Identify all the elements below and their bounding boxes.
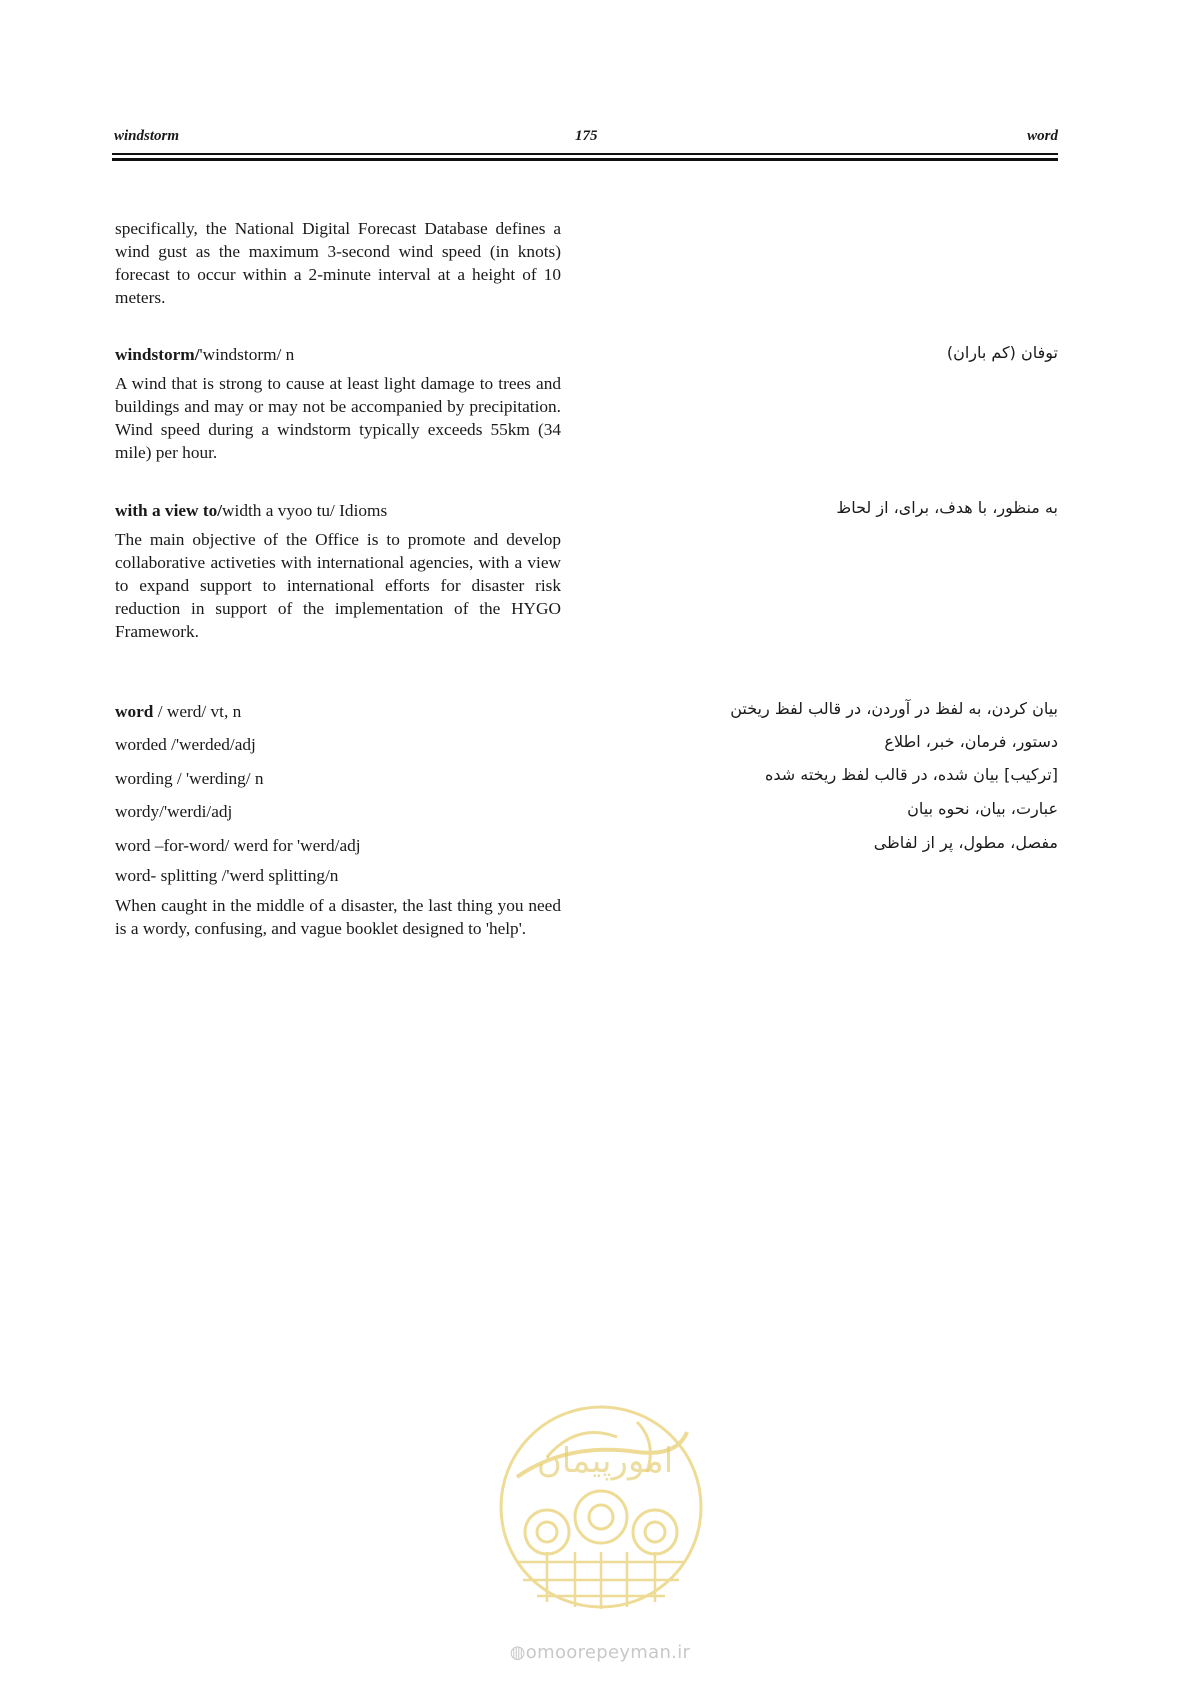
gust-definition: specifically, the National Digital Forecast Database defines a wind gust as the maximum 3-second wind speed (in knots) forecast to occur within a 2-minute interval at a height of 10 meters. xyxy=(115,219,561,307)
headword-windstorm: windstorm/ xyxy=(115,345,200,364)
translation-worded: دستور، فرمان، خبر، اطلاع xyxy=(884,732,1058,751)
watermark-url: ◍omoorepeyman.ir xyxy=(509,1642,691,1663)
globe-icon: ◍ xyxy=(509,1642,526,1663)
watermark-logo-text: امورپیمان xyxy=(536,1441,674,1481)
headword-word: word xyxy=(115,702,154,721)
translation-wording: [ترکیب] بیان شده، در قالب لفظ ریخته شده xyxy=(765,765,1058,784)
translation-windstorm: توفان (کم باران) xyxy=(946,343,1058,362)
translation-view: به منظور، با هدف، برای، از لحاظ xyxy=(836,498,1058,517)
entry-wordy: wordy/'werdi/adj xyxy=(115,802,233,821)
entry-word-for-word: word –for-word/ werd for 'werd/adj xyxy=(115,836,361,855)
entry-word-splitting: word- splitting /'werd splitting/n xyxy=(115,866,339,885)
entry-wording: wording / 'werding/ n xyxy=(115,769,264,788)
entry-windstorm-heading xyxy=(115,343,561,366)
entry-word-heading xyxy=(115,700,561,723)
page-number: 175 xyxy=(575,128,598,144)
definition-view: The main objective of the Office is to promote and develop collaborative activeties with international agencies, with a view to expand support to international efforts for disaster risk reduction in support of the implementation of the HYGO Framework. xyxy=(115,530,561,641)
entry-worded: worded /'werded/adj xyxy=(115,735,256,754)
running-head-left: windstorm xyxy=(114,128,180,144)
header-rule-thin xyxy=(112,153,1058,155)
definition-windstorm: A wind that is strong to cause at least light damage to trees and buildings and may or may not be accompanied by precipitation. Wind speed during a windstorm typically exceeds 55km (34 mile) per hour. xyxy=(115,374,561,462)
watermark-logo xyxy=(487,1402,715,1612)
pronunciation-windstorm: 'windstorm/ n xyxy=(199,345,295,364)
entry-view-heading xyxy=(115,499,561,522)
header-rule-thick xyxy=(112,158,1058,161)
pronunciation-view: width a vyoo tu/ Idioms xyxy=(222,501,388,520)
definition-word: When caught in the middle of a disaster, the last thing you need is a wordy, confusing, and vague booklet designed to 'help'. xyxy=(115,896,561,938)
running-head-right: word xyxy=(1027,128,1058,144)
translation-word: بیان کردن، به لفظ در آوردن، در قالب لفظ ریختن xyxy=(730,699,1058,718)
translation-wordy: عبارت، بیان، نحوه بیان xyxy=(907,799,1058,818)
translation-word-for-word: مفصل، مطول، پر از لفاظی xyxy=(873,833,1058,852)
pronunciation-word: / werd/ vt, n xyxy=(153,702,242,721)
headword-view: with a view to/ xyxy=(115,501,223,520)
